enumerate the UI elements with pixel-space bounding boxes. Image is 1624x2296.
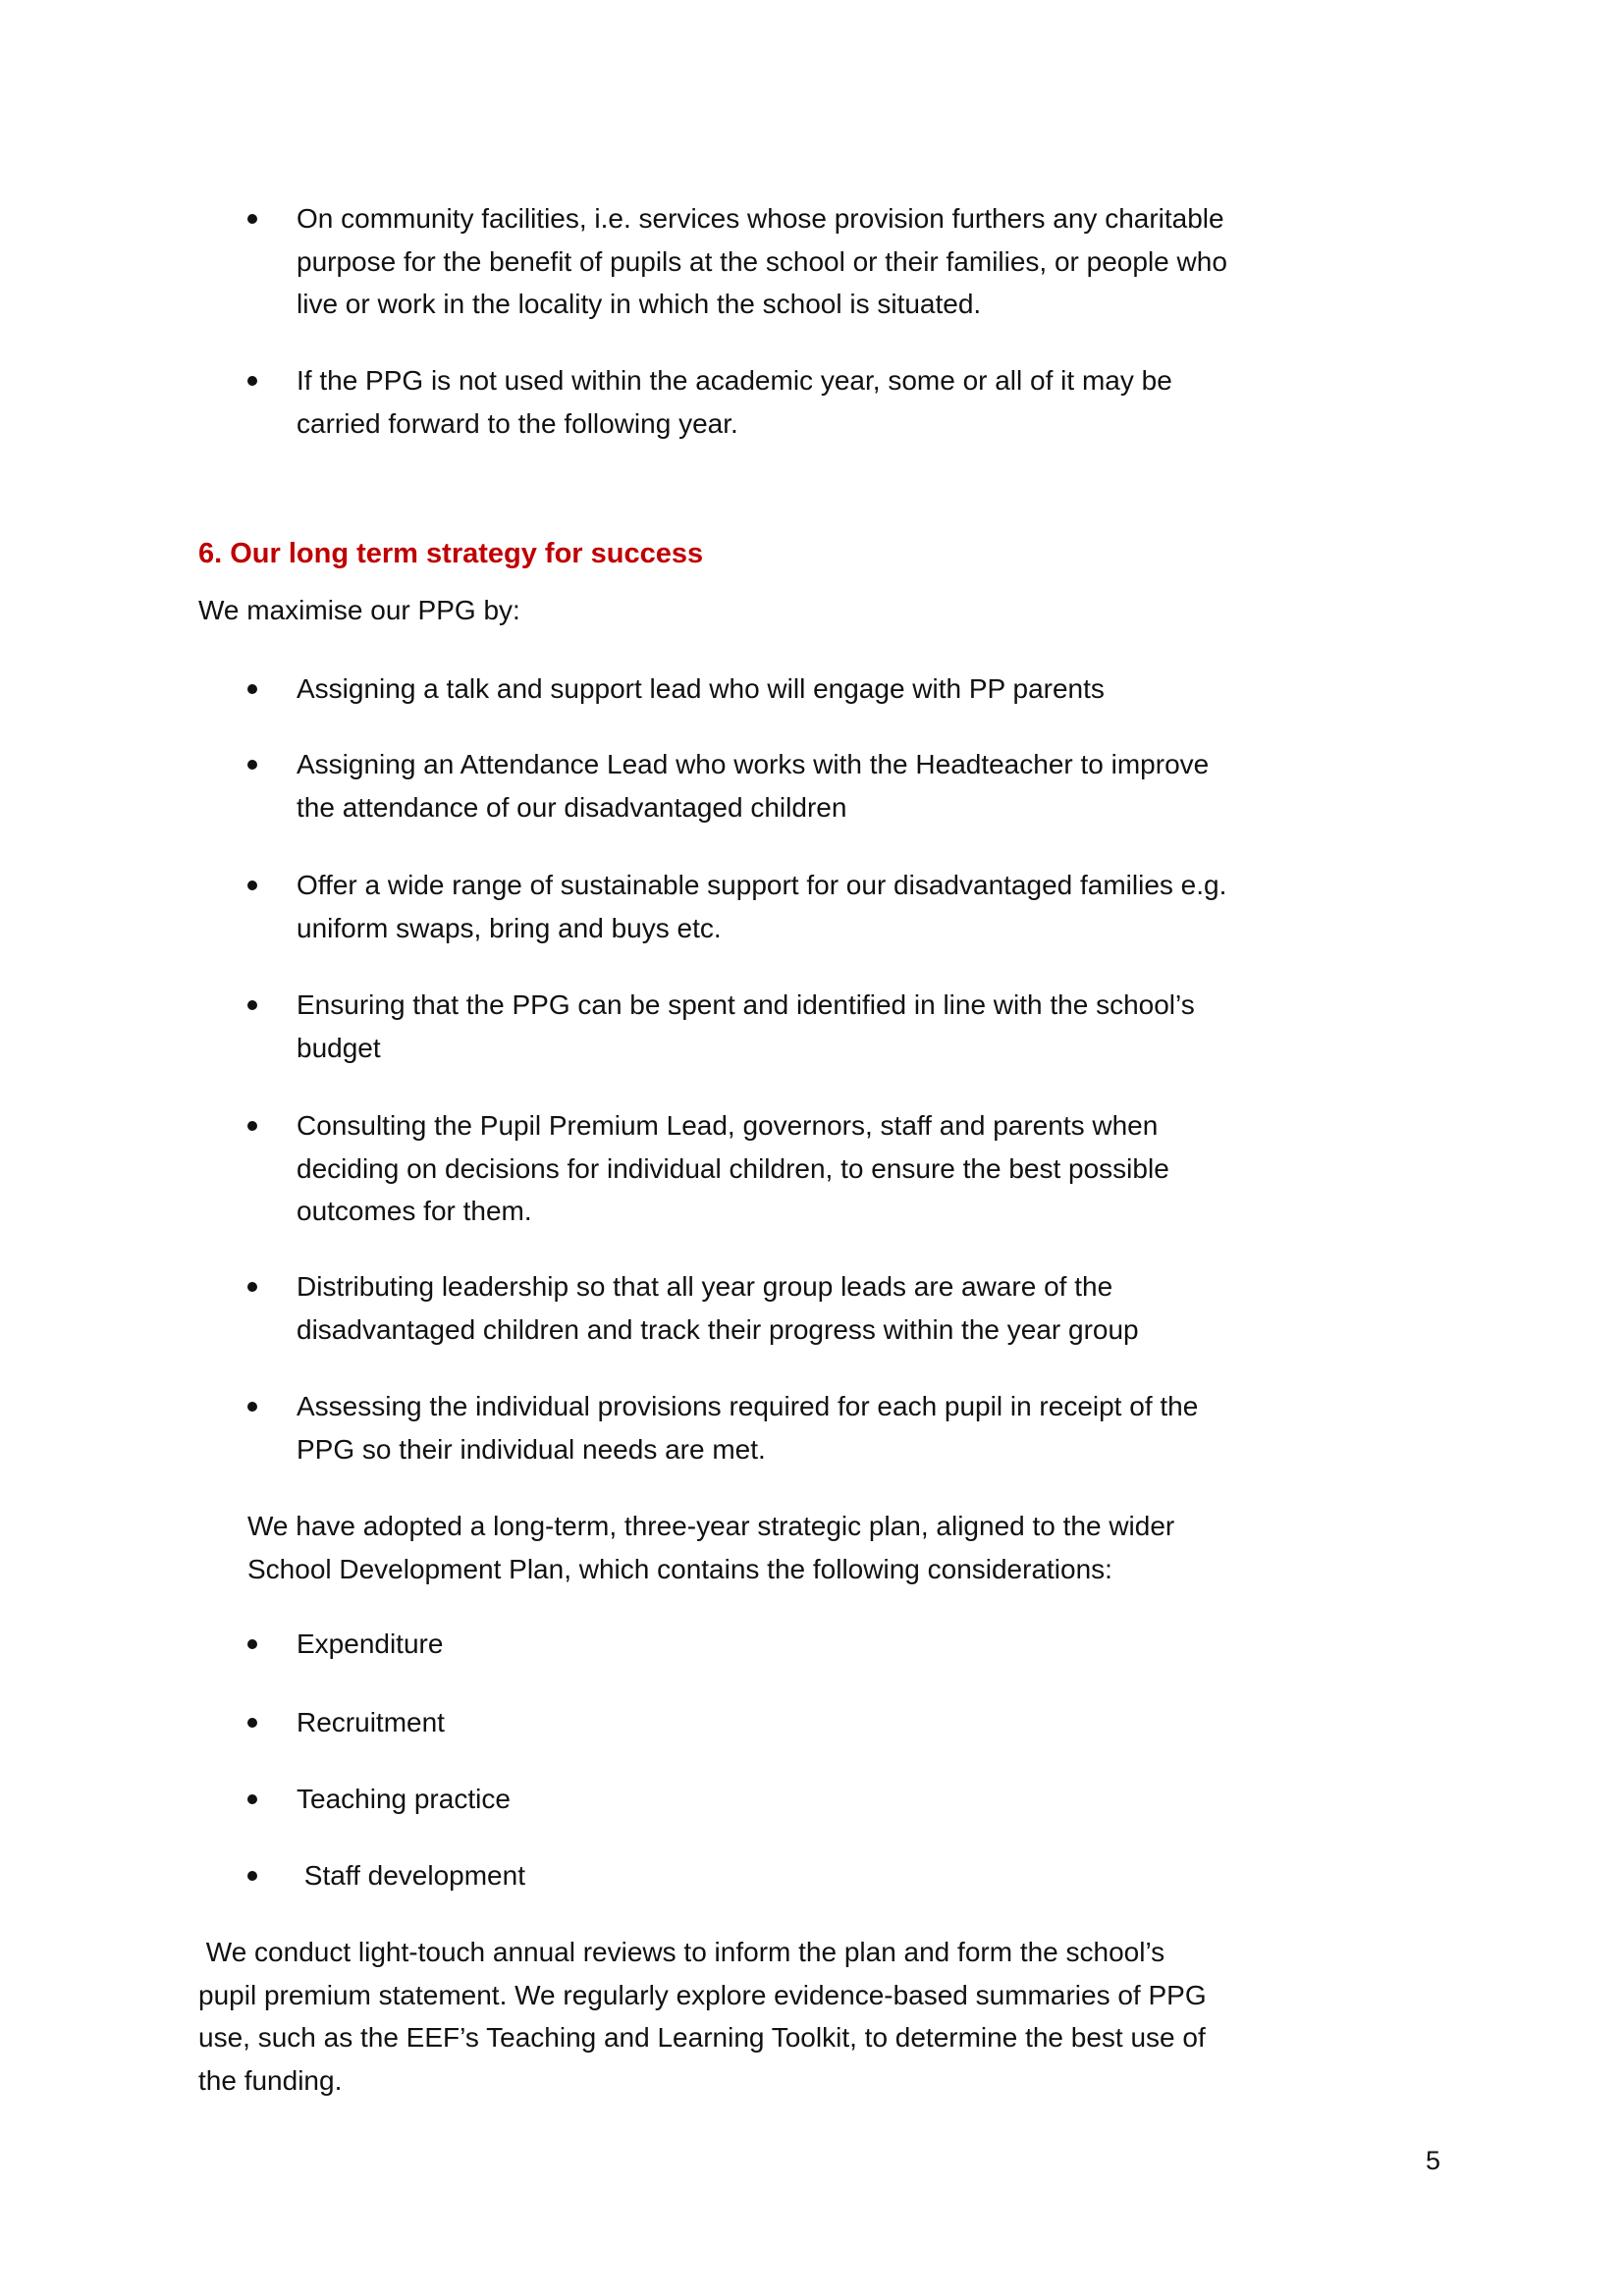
text-line: budget xyxy=(297,1032,381,1063)
bullet-icon xyxy=(247,881,257,890)
bullet-icon xyxy=(247,1402,257,1412)
bullet-icon xyxy=(247,684,257,694)
text-line: Offer a wide range of sustainable support for our disadvantaged families e.g. xyxy=(297,870,1227,900)
text-line: outcomes for them. xyxy=(297,1196,532,1226)
bullet-icon xyxy=(247,1000,257,1010)
bullet-icon xyxy=(247,1871,257,1881)
section-heading: 6. Our long term strategy for success xyxy=(198,538,704,569)
text-line: deciding on decisions for individual children, to ensure the best possible xyxy=(297,1152,1169,1184)
text-line: Consulting the Pupil Premium Lead, governors, staff and parents when xyxy=(297,1110,1159,1141)
consideration-item: Teaching practice xyxy=(297,1784,511,1814)
consideration-item: Recruitment xyxy=(297,1707,445,1737)
text-line: We have adopted a long-term, three-year strategic plan, aligned to the wider xyxy=(247,1511,1175,1541)
bullet-icon xyxy=(247,1282,257,1292)
text-line: If the PPG is not used within the academic year, some or all of it may be xyxy=(297,365,1172,396)
page-number: 5 xyxy=(1426,2146,1441,2175)
consideration-item: Staff development xyxy=(297,1860,525,1891)
plan-paragraph xyxy=(247,1505,1174,1590)
list-item xyxy=(297,984,1195,1069)
bullet-icon xyxy=(247,1794,257,1804)
bullet-icon xyxy=(247,1718,257,1728)
text-line: PPG so their individual needs are met. xyxy=(297,1433,766,1465)
text-line: School Development Plan, which contains the following considerations: xyxy=(247,1553,1112,1584)
text-line: Assessing the individual provisions required for each pupil in receipt of the xyxy=(297,1391,1199,1421)
bullet-icon xyxy=(247,1639,257,1649)
bullet-icon xyxy=(247,214,257,224)
closing-paragraph xyxy=(198,1931,1207,2102)
text-line: use, such as the EEF’s Teaching and Learning Toolkit, to determine the best use of xyxy=(198,2022,1206,2053)
bullet-icon xyxy=(247,760,257,770)
list-item xyxy=(297,1385,1198,1470)
list-item xyxy=(297,1265,1139,1351)
consideration-item: Expenditure xyxy=(297,1629,444,1659)
text-line: We conduct light-touch annual reviews to inform the plan and form the school’s xyxy=(198,1937,1165,1967)
list-item xyxy=(297,197,1227,326)
list-item xyxy=(297,864,1226,949)
lead-text: We maximise our PPG by: xyxy=(198,595,520,625)
text-line: carried forward to the following year. xyxy=(297,407,738,439)
text-line: pupil premium statement. We regularly explore evidence-based summaries of PPG xyxy=(198,1979,1207,2010)
bullet-icon xyxy=(247,1121,257,1131)
bullet-icon xyxy=(247,376,257,386)
list-item xyxy=(297,359,1172,445)
text-line: the funding. xyxy=(198,2064,343,2096)
list-item xyxy=(297,743,1209,828)
text-line: live or work in the locality in which the school is situated. xyxy=(297,289,982,319)
text-line: purpose for the benefit of pupils at the school or their families, or people who xyxy=(297,245,1227,277)
list-item xyxy=(297,1104,1169,1233)
text-line: the attendance of our disadvantaged children xyxy=(297,791,847,823)
text-line: Ensuring that the PPG can be spent and identified in line with the school’s xyxy=(297,989,1195,1020)
text-line: On community facilities, i.e. services whose provision furthers any charitable xyxy=(297,203,1224,234)
list-item xyxy=(297,667,1105,711)
text-line: Distributing leadership so that all year group leads are aware of the xyxy=(297,1271,1113,1302)
text-line: disadvantaged children and track their progress within the year group xyxy=(297,1313,1139,1345)
text-line: Assigning a talk and support lead who will engage with PP parents xyxy=(297,673,1105,704)
text-line: Assigning an Attendance Lead who works with the Headteacher to improve xyxy=(297,749,1210,779)
text-line: uniform swaps, bring and buys etc. xyxy=(297,912,722,943)
